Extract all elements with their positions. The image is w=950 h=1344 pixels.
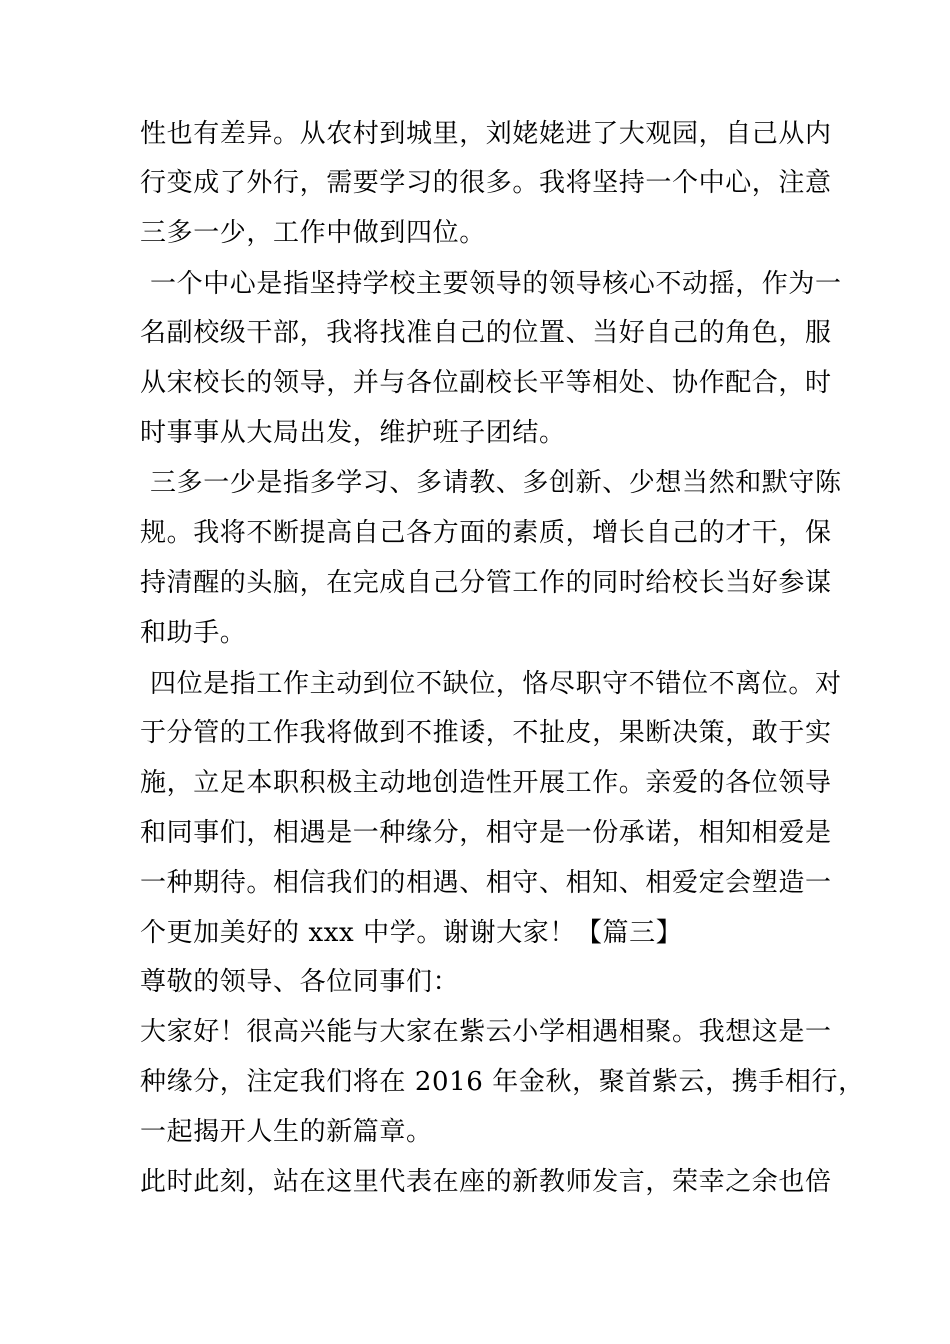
text-line: 和同事们，相遇是一种缘分，相守是一份承诺，相知相爱是	[140, 818, 832, 848]
text-line: 和助手。	[140, 618, 247, 648]
salutation-line: 尊敬的领导、各位同事们：	[140, 967, 460, 997]
text-line: 名副校级干部，我将找准自己的位置、当好自己的角色，服	[140, 318, 832, 348]
text-line: 于分管的工作我将做到不推诿，不扯皮，果断决策，敢于实	[140, 718, 832, 748]
text-line: 此时此刻，站在这里代表在座的新教师发言，荣幸之余也倍	[140, 1167, 832, 1197]
text-line: 行变成了外行，需要学习的很多。我将坚持一个中心，注意	[140, 168, 832, 198]
paragraph-start-line: 四位是指工作主动到位不缺位，恪尽职守不错位不离位。对	[150, 669, 842, 699]
text-line: 从宋校长的领导，并与各位副校长平等相处、协作配合，时	[140, 368, 832, 398]
text-line: 时事事从大局出发，维护班子团结。	[140, 418, 566, 448]
text-line: 大家好！很高兴能与大家在紫云小学相遇相聚。我想这是一	[140, 1017, 832, 1047]
text-line: 施，立足本职积极主动地创造性开展工作。亲爱的各位领导	[140, 768, 832, 798]
text-line: 一种期待。相信我们的相遇、相守、相知、相爱定会塑造一	[140, 868, 832, 898]
text-line: 一起揭开人生的新篇章。	[140, 1117, 433, 1147]
text-line: 个更加美好的 xxx 中学。谢谢大家！【篇三】	[140, 918, 683, 948]
paragraph-start-line: 三多一少是指多学习、多请教、多创新、少想当然和默守陈	[150, 468, 842, 498]
paragraph-start-line: 一个中心是指坚持学校主要领导的领导核心不动摇，作为一	[150, 269, 842, 299]
text-line: 种缘分，注定我们将在 2016 年金秋，聚首紫云，携手相行，	[140, 1067, 865, 1097]
text-line: 性也有差异。从农村到城里，刘姥姥进了大观园，自己从内	[140, 119, 832, 149]
text-line: 持清醒的头脑，在完成自己分管工作的同时给校长当好参谋	[140, 568, 832, 598]
text-line: 规。我将不断提高自己各方面的素质，增长自己的才干，保	[140, 518, 832, 548]
text-line: 三多一少，工作中做到四位。	[140, 218, 486, 248]
